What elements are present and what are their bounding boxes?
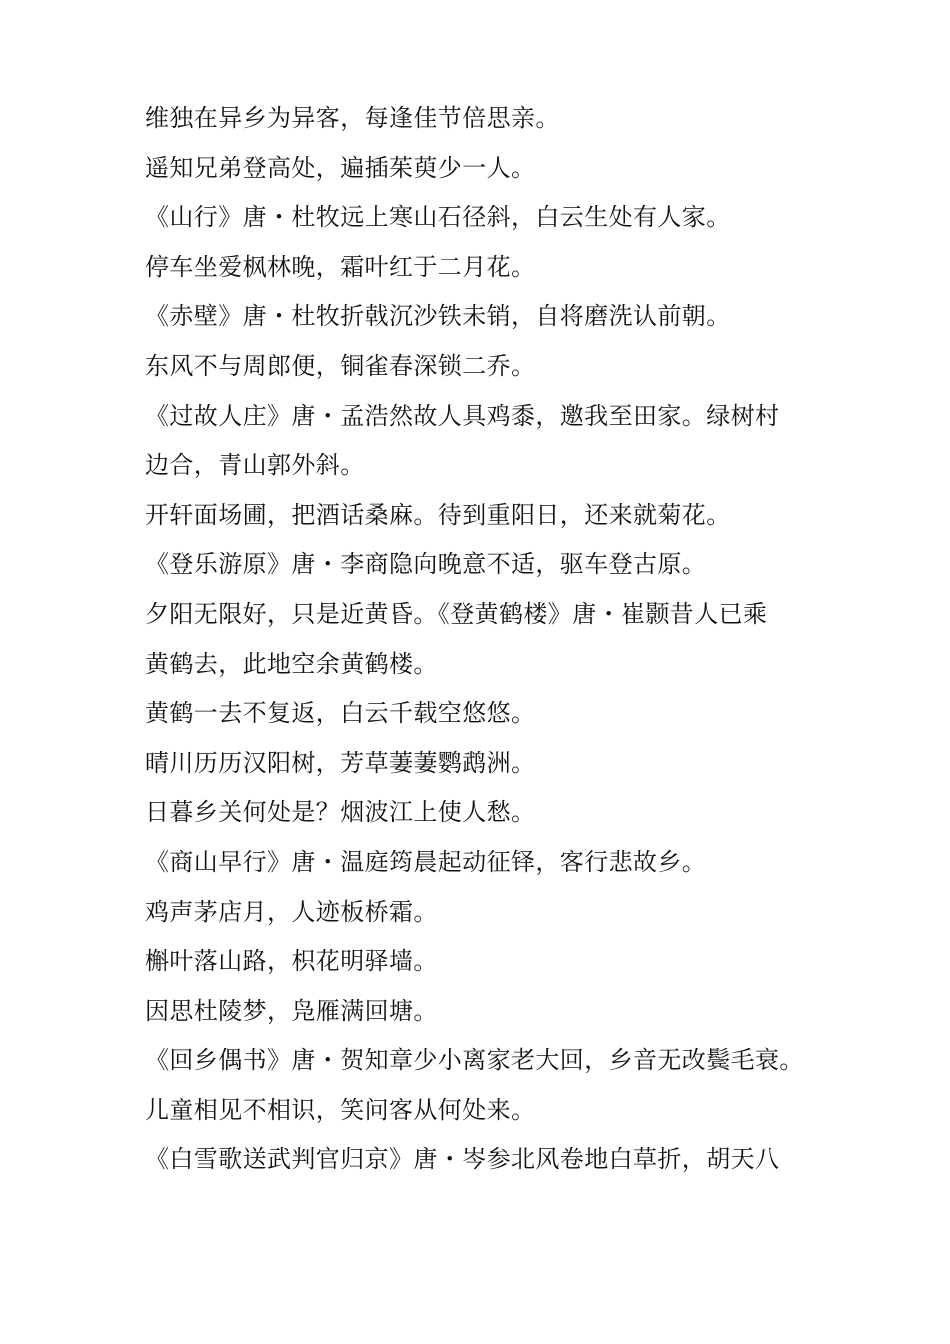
text-line: 《回乡偶书》唐・贺知章少小离家老大回，乡音无改鬓毛衰。 bbox=[145, 1046, 804, 1075]
text-line: 边合，青山郭外斜。 bbox=[145, 451, 365, 480]
text-line: 东风不与周郎便，铜雀春深锁二乔。 bbox=[145, 351, 536, 380]
text-line: 晴川历历汉阳树，芳草萋萋鹦鹉洲。 bbox=[145, 748, 536, 777]
text-line: 槲叶落山路，枳花明驿墙。 bbox=[145, 947, 438, 976]
text-line: 《商山早行》唐・温庭筠晨起动征铎，客行悲故乡。 bbox=[145, 847, 707, 876]
text-line: 《赤壁》唐・杜牧折戟沉沙铁未销，自将磨洗认前朝。 bbox=[145, 302, 731, 331]
text-line: 《白雪歌送武判官归京》唐・岑参北风卷地白草折，胡天八 bbox=[145, 1145, 780, 1174]
text-line: 因思杜陵梦，凫雁满回塘。 bbox=[145, 996, 438, 1025]
text-line: 《过故人庄》唐・孟浩然故人具鸡黍，邀我至田家。绿树村 bbox=[145, 401, 780, 430]
text-line: 鸡声茅店月，人迹板桥霜。 bbox=[145, 897, 438, 926]
text-line: 遥知兄弟登高处，遍插茱萸少一人。 bbox=[145, 153, 536, 182]
text-line: 停车坐爱枫林晚，霜叶红于二月花。 bbox=[145, 252, 536, 281]
text-line: 《登乐游原》唐・李商隐向晚意不适，驱车登古原。 bbox=[145, 550, 707, 579]
poem-text-body bbox=[145, 98, 825, 1189]
text-line: 维独在异乡为异客，每逢佳节倍思亲。 bbox=[145, 104, 560, 132]
text-line: 黄鹤去，此地空余黄鹤楼。 bbox=[145, 649, 438, 678]
text-line: 夕阳无限好，只是近黄昏。《登黄鹤楼》唐・崔颢昔人已乘 bbox=[145, 599, 768, 628]
text-line: 儿童相见不相识，笑问客从何处来。 bbox=[145, 1095, 536, 1124]
text-line: 开轩面场圃，把酒话桑麻。待到重阳日，还来就菊花。 bbox=[145, 500, 731, 529]
text-line: 黄鹤一去不复返，白云千载空悠悠。 bbox=[145, 699, 536, 728]
text-line: 《山行》唐・杜牧远上寒山石径斜，白云生处有人家。 bbox=[145, 203, 731, 232]
text-line: 日暮乡关何处是？烟波江上使人愁。 bbox=[145, 798, 536, 827]
